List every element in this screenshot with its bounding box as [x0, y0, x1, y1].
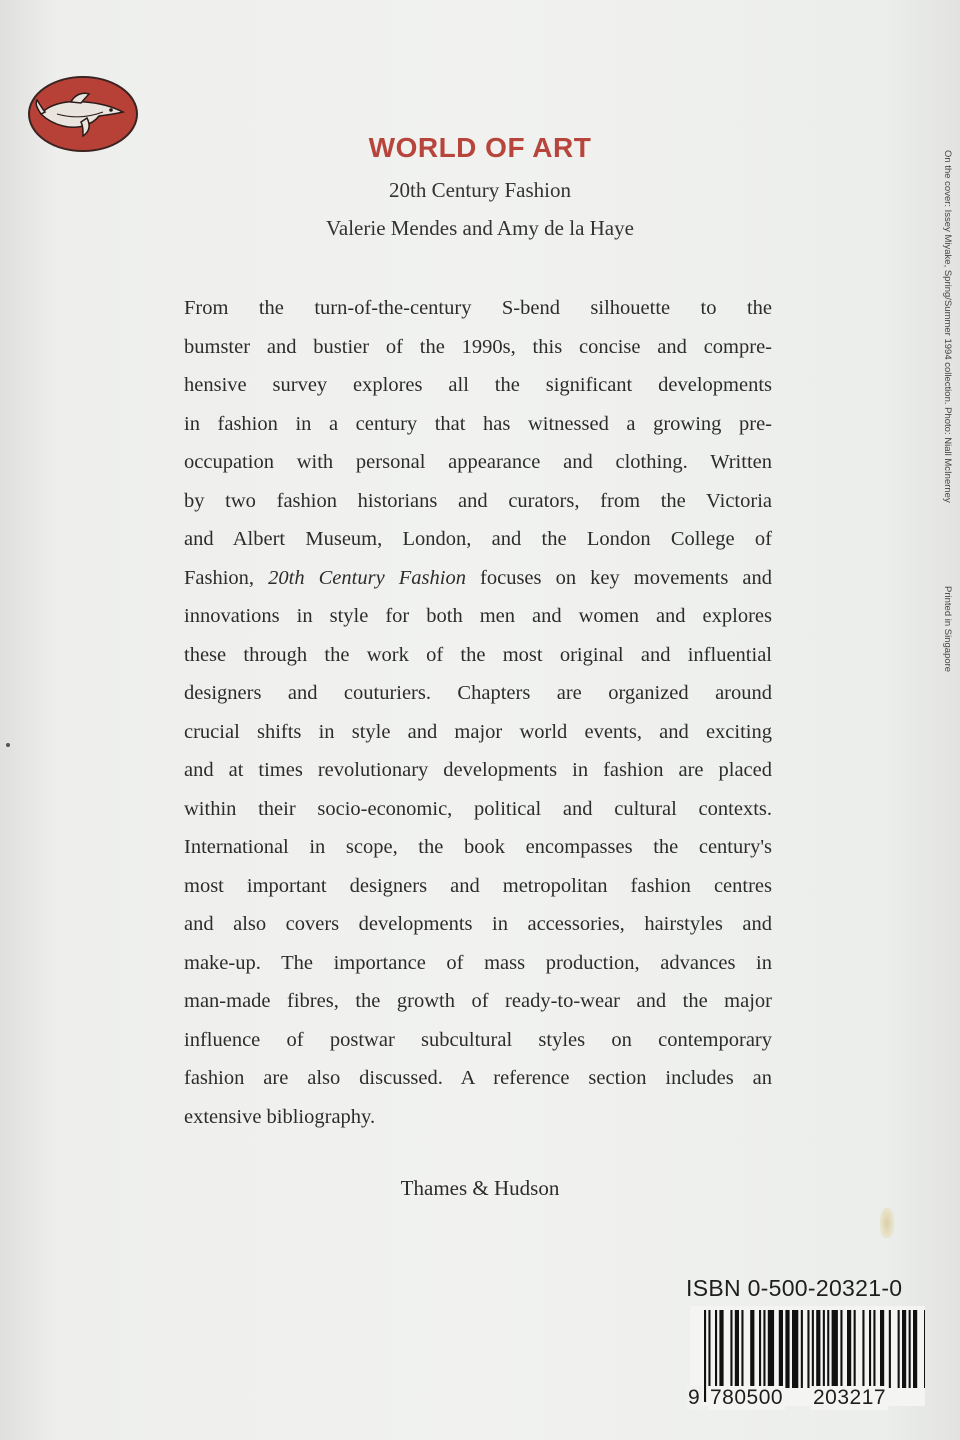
blurb-text: Fashion,: [184, 566, 269, 589]
barcode-bar: [741, 1310, 743, 1388]
barcode-bar: [869, 1310, 871, 1388]
barcode-bar: [832, 1310, 838, 1388]
barcode-bar: [730, 1310, 732, 1388]
isbn: ISBN 0-500-20321-0: [686, 1275, 903, 1301]
barcode-bar: [807, 1310, 809, 1388]
barcode-number: [690, 1386, 925, 1410]
blurb-line: in fashion in a century that has witnessed a growing pre-: [184, 412, 772, 435]
book-title: 20th Century Fashion: [389, 178, 571, 202]
book-title-italic: 20th Century Fashion: [268, 566, 466, 589]
blurb-line: International in scope, the book encompasses the century's: [184, 836, 772, 858]
blurb-line: bumster and bustier of the 1990s, this concise and compre-: [184, 335, 772, 358]
barcode-bar: [889, 1310, 891, 1388]
blurb-line: extensive bibliography.: [184, 1105, 376, 1128]
blurb-line: most important designers and metropolitan fashion centres: [184, 874, 772, 897]
barcode-bar: [924, 1310, 925, 1388]
cover-photo-credit-text: On the cover: Issey Miyake, Spring/Summer 1994 collection. Photo: Niall McInerney: [942, 150, 953, 503]
printed-in-note: [941, 586, 955, 676]
barcode-bar: [909, 1310, 911, 1388]
blurb-line: influence of postwar subcultural styles on contemporary: [184, 1028, 772, 1051]
blurb: [184, 289, 772, 1136]
blurb-line: by two fashion historians and curators, from the Victoria: [184, 489, 772, 512]
barcode-bar: [759, 1310, 761, 1388]
blurb-line: From the turn-of-the-century S-bend silhouette to the: [184, 297, 772, 319]
cover-photo-credit: [941, 150, 955, 540]
blurb-line: within their socio-economic, political and cultural contexts.: [184, 797, 772, 820]
barcode-first-digit: 9: [688, 1386, 700, 1409]
blurb-line: these through the work of the most original and influential: [184, 643, 772, 666]
barcode-right-digits: 203217: [813, 1386, 887, 1409]
blurb-line: make-up. The importance of mass production, advances in: [184, 951, 772, 974]
series-title: WORLD OF ART: [368, 132, 592, 163]
blurb-line: and at times revolutionary developments in fashion are placed: [184, 759, 772, 781]
authors: Valerie Mendes and Amy de la Haye: [326, 216, 634, 240]
barcode-bar: [816, 1310, 820, 1388]
blurb-line: and also covers developments in accessories, hairstyles and: [184, 913, 772, 935]
barcode-bar: [750, 1310, 754, 1388]
blurb-text: focuses on key movements and: [465, 566, 772, 589]
blurb-line: fashion are also discussed. A reference section includes an: [184, 1067, 772, 1089]
printed-in-text: Printed in Singapore: [942, 586, 953, 673]
barcode-bar: [854, 1310, 856, 1388]
barcode-bar: [840, 1310, 842, 1388]
barcode-bar: [785, 1310, 789, 1388]
blurb-line: designers and couturiers. Chapters are organized around: [184, 682, 772, 704]
publisher-name: Thames & Hudson: [400, 1176, 560, 1200]
barcode-bar: [715, 1310, 717, 1388]
blurb-line: occupation with personal appearance and clothing. Written: [184, 451, 772, 473]
blurb-line: [184, 559, 772, 598]
barcode-bar: [913, 1310, 917, 1388]
blurb-line: crucial shifts in style and major world events, and exciting: [184, 720, 772, 743]
cover-speck: [6, 743, 10, 747]
blurb-line: innovations in style for both men and women and explores: [184, 605, 772, 627]
cover-stain: [880, 1208, 894, 1238]
barcode-bar: [873, 1310, 875, 1388]
blurb-line: hensive survey explores all the significant developments: [184, 374, 772, 396]
barcode-bar: [779, 1310, 783, 1388]
barcode-bar: [719, 1310, 723, 1388]
barcode-bar: [847, 1310, 851, 1388]
barcode-bar: [735, 1310, 739, 1388]
blurb-line: man-made fibres, the growth of ready-to-wear and the major: [184, 990, 772, 1012]
barcode-bar: [763, 1310, 765, 1388]
barcode-bar: [898, 1310, 900, 1388]
barcode-bar: [801, 1310, 803, 1388]
barcode-bar: [768, 1310, 774, 1388]
barcode-bar: [902, 1310, 906, 1388]
barcode-bar: [862, 1310, 864, 1388]
barcode-bar: [792, 1310, 798, 1388]
blurb-line: and Albert Museum, London, and the London College of: [184, 528, 772, 550]
barcode-bar: [880, 1310, 884, 1388]
barcode-left-digits: 780500: [710, 1386, 784, 1409]
barcode-bar: [812, 1310, 814, 1388]
